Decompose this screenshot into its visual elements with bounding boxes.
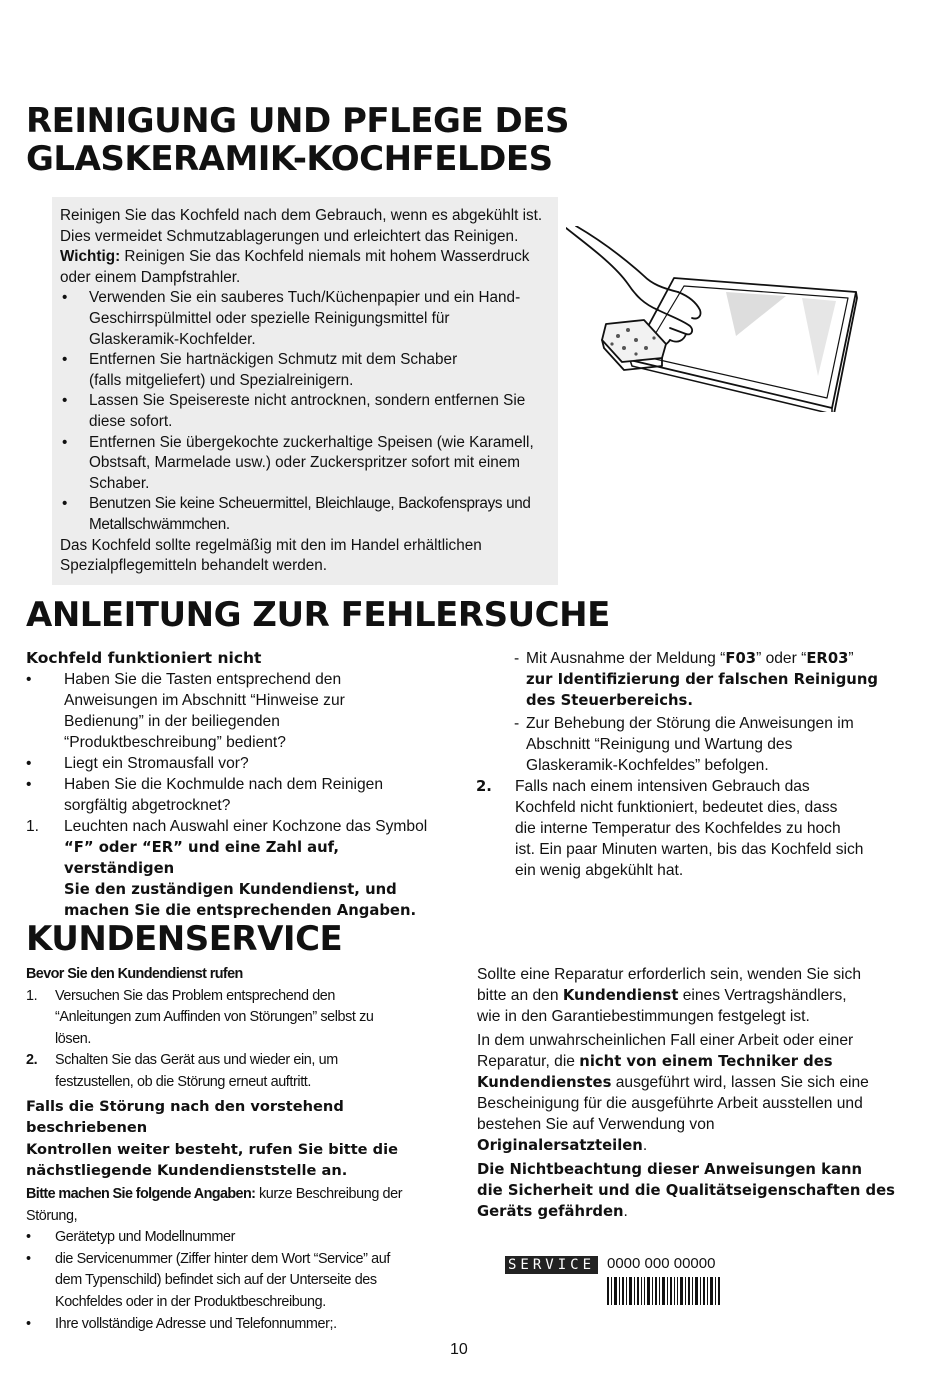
intro-line: Reinigen Sie das Kochfeld nach dem Gebrauch, wenn es abgekühlt ist. <box>60 207 543 224</box>
list-item-line: Entfernen Sie übergekochte zuckerhaltige Speisen (wie Karamell, <box>89 433 534 451</box>
item-number: 2. <box>26 1052 38 1069</box>
notice-line: Kontrollen weiter besteht, rufen Sie bitte die <box>26 1140 398 1158</box>
list-item-line: dem Typenschild) befindet sich auf der Unterseite des <box>55 1272 377 1289</box>
notice-line: nächstliegende Kundendienststelle an. <box>26 1162 348 1180</box>
intro-line: Dies vermeidet Schmutzablagerungen und erleichtert das Reinigen. <box>60 227 519 245</box>
info-request <box>26 1184 446 1227</box>
service-subhead: Bevor Sie den Kundendienst rufen <box>26 966 243 982</box>
list-item-line: Obstsaft, Marmelade usw.) oder Zuckerspritzer sofort mit einem <box>89 454 521 472</box>
list-item <box>26 753 446 774</box>
bullet-icon: • <box>26 755 32 772</box>
list-item <box>26 774 446 816</box>
list-item <box>60 391 550 432</box>
list-item-line: (falls mitgeliefert) und Spezialreinigern. <box>89 371 354 389</box>
list-item <box>476 648 896 711</box>
text-run: wie in den Garantiebestimmungen festgelegt ist. <box>477 1008 810 1025</box>
list-item-line: Liegt ein Stromausfall vor? <box>64 755 249 772</box>
text-run: . <box>642 1137 648 1154</box>
list-item-line: Falls nach einem intensiven Gebrauch das <box>515 778 810 795</box>
list-item-line: “F” oder “ER” und eine Zahl auf, verständigen <box>64 839 339 877</box>
list-item-line: Benutzen Sie keine Scheuermittel, Bleichlauge, Backofensprays und <box>89 495 531 513</box>
service-right-column <box>477 964 895 1225</box>
text-run: ausgeführt wird, lassen Sie sich eine <box>611 1074 869 1091</box>
customer-service-section-title: KUNDENSERVICE <box>26 919 343 959</box>
text-run: Reparatur, die <box>477 1053 580 1070</box>
text-run-bold: Kundendienstes <box>477 1074 612 1091</box>
item-number: 2. <box>476 778 492 795</box>
troubleshooting-right-column <box>476 648 896 881</box>
list-item <box>26 1227 446 1249</box>
list-item-line: Bedienung” in der beiliegenden <box>64 713 280 730</box>
list-item-line: des Steuerbereichs. <box>526 692 693 709</box>
title-line: GLASKERAMIK-KOCHFELDES <box>26 139 553 179</box>
list-item-line: zur Identifizierung der falschen Reinigung <box>526 671 878 688</box>
list-item <box>476 713 896 776</box>
list-item-line: sorgfältig abgetrocknet? <box>64 797 231 814</box>
error-code: ER03 <box>806 650 849 667</box>
text-run: ” oder “ <box>756 650 807 667</box>
list-item-line: Glaskeramik-Kochfelder. <box>89 330 256 348</box>
list-item-line: diese sofort. <box>89 412 173 430</box>
text-run: . <box>623 1203 628 1220</box>
bullet-icon: • <box>26 1315 31 1332</box>
page-number: 10 <box>450 1341 468 1358</box>
list-item-line: Versuchen Sie das Problem entsprechend den <box>55 987 335 1004</box>
item-number: 1. <box>26 987 38 1004</box>
numbered-item <box>476 776 896 881</box>
text-run-bold: nicht von einem Techniker des <box>579 1053 833 1070</box>
list-item <box>26 1314 446 1336</box>
list-item-line: ein wenig abgekühlt hat. <box>515 862 684 879</box>
troubleshooting-section-title: ANLEITUNG ZUR FEHLERSUCHE <box>26 595 610 635</box>
warning-line: Geräts gefährden <box>477 1203 624 1220</box>
list-item-line: Abschnitt “Reinigung und Wartung des <box>526 736 793 753</box>
bullet-icon: • <box>26 776 32 793</box>
notice-line: Falls die Störung nach den vorstehend beschriebenen <box>26 1097 344 1137</box>
item-number: 1. <box>26 818 40 835</box>
info-text: Störung, <box>26 1207 78 1224</box>
warning-line: die Sicherheit und die Qualitätseigenschaften des <box>477 1182 895 1199</box>
barcode-icon <box>607 1277 721 1305</box>
bullet-icon: • <box>62 289 68 307</box>
troubleshooting-left-column <box>26 648 446 921</box>
list-item <box>60 288 550 350</box>
list-item-line: Kochfeldes oder in der Produktbeschreibung. <box>55 1293 326 1310</box>
text-run: bitte an den <box>477 987 563 1004</box>
warning-line: Die Nichtbeachtung dieser Anweisungen kann <box>477 1161 863 1178</box>
warning-paragraph <box>477 1159 895 1222</box>
list-item-line: Haben Sie die Kochmulde nach dem Reinigen <box>64 776 384 793</box>
list-item-line: Schaber. <box>89 474 150 492</box>
list-item-line: Schalten Sie das Gerät aus und wieder ein, um <box>55 1052 338 1069</box>
text-run: Sollte eine Reparatur erforderlich sein, wenden Sie sich <box>477 966 861 983</box>
list-item-line: ist. Ein paar Minuten warten, bis das Kochfeld sich <box>515 841 864 858</box>
dash-icon: - <box>514 715 520 732</box>
list-item-line: Lassen Sie Speisereste nicht antrocknen, sondern entfernen Sie <box>89 392 526 410</box>
info-label: Bitte machen Sie folgende Angaben: <box>26 1185 256 1202</box>
cleaning-section-title <box>26 102 569 178</box>
list-item-line: Kochfeld nicht funktioniert, bedeutet dies, dass <box>515 799 838 816</box>
list-item-line: Glaskeramik-Kochfeldes” befolgen. <box>526 757 769 774</box>
text-run: Mit Ausnahme der Meldung “ <box>526 650 726 667</box>
numbered-item <box>26 1050 446 1093</box>
troubleshooting-subhead: Kochfeld funktioniert nicht <box>26 649 262 667</box>
list-item-line: Gerätetyp und Modellnummer <box>55 1229 235 1246</box>
service-number: 0000 000 00000 <box>607 1255 716 1272</box>
text-run-bold: Originalersatzteilen <box>477 1137 643 1154</box>
list-item-line: Ihre vollständige Adresse und Telefonnummer;. <box>55 1315 337 1332</box>
important-note <box>60 247 550 268</box>
list-item-line: festzustellen, ob die Störung erneut auftritt. <box>55 1073 311 1090</box>
contact-service-notice <box>26 1096 446 1182</box>
important-label: Wichtig: <box>60 248 121 266</box>
bullet-icon: • <box>62 433 68 451</box>
error-code: F03 <box>725 650 757 667</box>
list-item <box>26 669 446 753</box>
text-run: eines Vertragshändlers, <box>678 987 847 1004</box>
cooktop-cleaning-illustration <box>566 226 862 412</box>
cleaning-bullet-list <box>60 288 550 535</box>
text-run: ” <box>848 650 854 667</box>
list-item <box>26 1249 446 1314</box>
dash-icon: - <box>514 650 520 667</box>
text-run-bold: Kundendienst <box>562 987 679 1004</box>
list-item-line: “Anleitungen zum Auffinden von Störungen” selbst zu <box>55 1009 374 1026</box>
outro-line: Das Kochfeld sollte regelmäßig mit den im Handel erhältlichen <box>60 536 482 554</box>
bullet-icon: • <box>26 1250 31 1267</box>
list-item-line: Entfernen Sie hartnäckigen Schmutz mit dem Schaber <box>89 351 458 369</box>
bullet-icon: • <box>26 1229 31 1246</box>
list-item-line: Anweisungen im Abschnitt “Hinweise zur <box>64 692 345 709</box>
bullet-icon: • <box>62 351 68 369</box>
list-item-line: Verwenden Sie ein sauberes Tuch/Küchenpapier und ein Hand- <box>89 289 521 307</box>
text-run: bestehen Sie auf Verwendung von <box>477 1116 715 1133</box>
important-text: Reinigen Sie das Kochfeld niemals mit hohem Wasserdruck <box>120 248 530 266</box>
list-item-line: die interne Temperatur des Kochfeldes zu hoch <box>515 820 841 837</box>
bullet-icon: • <box>62 392 68 410</box>
info-text: kurze Beschreibung der <box>255 1185 403 1202</box>
list-item-line: machen Sie die entsprechenden Angaben. <box>64 902 417 919</box>
outro-line: Spezialpflegemitteln behandelt werden. <box>60 557 328 575</box>
list-item <box>60 433 550 495</box>
title-line: REINIGUNG UND PFLEGE DES <box>26 101 569 141</box>
list-item <box>60 494 550 535</box>
numbered-item <box>26 816 446 921</box>
service-left-column <box>26 964 446 1335</box>
service-label-badge: SERVICE <box>505 1256 598 1274</box>
list-item-line: Metallschwämmchen. <box>89 515 230 533</box>
list-item-line: Haben Sie die Tasten entsprechend den <box>64 671 342 688</box>
certificate-paragraph <box>477 1030 895 1156</box>
bullet-icon: • <box>62 495 68 513</box>
text-run: Bescheinigung für die ausgeführte Arbeit ausstellen und <box>477 1095 863 1112</box>
list-item-line: Zur Behebung der Störung die Anweisungen im <box>526 715 854 732</box>
list-item-line: “Produktbeschreibung” bedient? <box>64 734 286 751</box>
list-item <box>60 350 550 391</box>
cleaning-instructions-box <box>52 197 558 585</box>
important-note-cont: oder einem Dampfstrahler. <box>60 268 241 286</box>
numbered-item <box>26 986 446 1051</box>
list-item-line: lösen. <box>55 1030 92 1047</box>
bullet-icon: • <box>26 671 32 688</box>
list-item-line: die Servicenummer (Ziffer hinter dem Wort “Service” auf <box>55 1250 390 1267</box>
text-run: In dem unwahrscheinlichen Fall einer Arbeit oder einer <box>477 1032 854 1049</box>
repair-paragraph <box>477 964 895 1027</box>
list-item-line: Sie den zuständigen Kundendienst, und <box>64 881 397 898</box>
list-item-line: Geschirrspülmittel oder spezielle Reinigungsmittel für <box>89 309 450 327</box>
list-item-line: Leuchten nach Auswahl einer Kochzone das Symbol <box>64 818 428 835</box>
